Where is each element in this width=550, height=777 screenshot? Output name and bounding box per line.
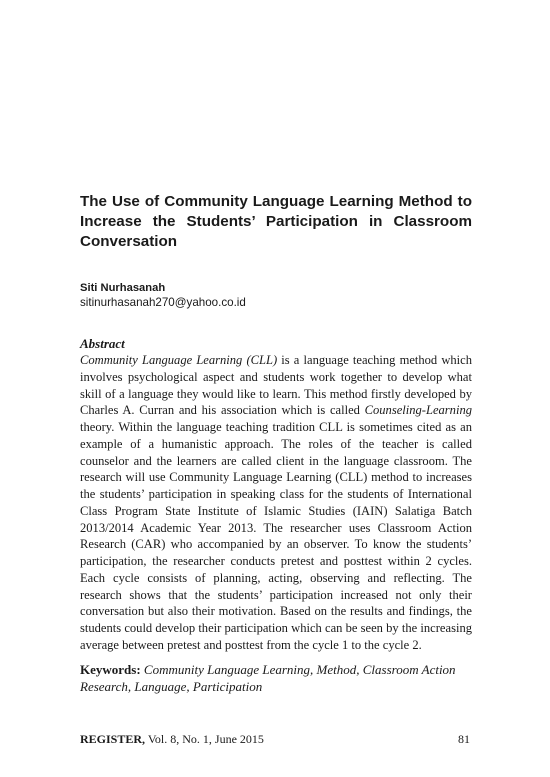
abstract-segment: theory. Within the language teaching tradition CLL is sometimes cited as an example of a humanistic approach. The roles of the teacher is called counselor and the learners are called client in the language classroom. The research will use Community Language Learning (CLL) method to increases the students’ participation in speaking class for the students of International Class Program State Institute of Islamic Studies (IAIN) Salatiga Batch 2013/2014 Academic Year 2013. The researcher uses Classroom Action Research (CAR) who accompanied by an observer. To know the students’ participation, the researcher conducts pretest and posttest within 2 cycles. Each cycle consists of planning, acting, observing and reflecting. The research shows that the students’ participation increased not only their conversation but also their motivation. Based on the results and findings, the students could develop their participation which can be seen by the increasing average between pretest and posttest from the cycle 1 to the cycle 2. [80,420,472,652]
page-number: 81 [458,732,470,746]
abstract-heading: Abstract [80,336,125,351]
author-email[interactable]: sitinurhasanah270@yahoo.co.id [80,296,246,309]
abstract-segment: is a language teaching method which involves psychological aspect and students work together to develop what skill of a language they would like to learn. This method firstly developed by Charles A. Curran and his association which is called [80,353,473,418]
keywords-list: Community Language Learning, Method, Classroom Action Research, Language, Participation [80,662,456,694]
journal-name: REGISTER, [80,732,146,746]
keywords-label: Keywords: [80,662,141,677]
journal-issue: Vol. 8, No. 1, June 2015 [145,732,264,746]
title-line-1: The Use of Community Language Learning Method to [80,193,472,210]
title-line-2: Increase the Students’ Participation in Classroom [80,213,472,230]
paper-title [80,192,472,252]
abstract-body [80,352,472,654]
keywords [80,661,472,695]
abstract-segment: Community Language Learning (CLL) [80,353,278,367]
page-footer [80,732,470,746]
title-line-3: Conversation [80,233,178,250]
author-name: Siti Nurhasanah [80,282,166,294]
journal-citation [80,732,264,746]
abstract-segment: Counseling-Learning [364,403,472,418]
